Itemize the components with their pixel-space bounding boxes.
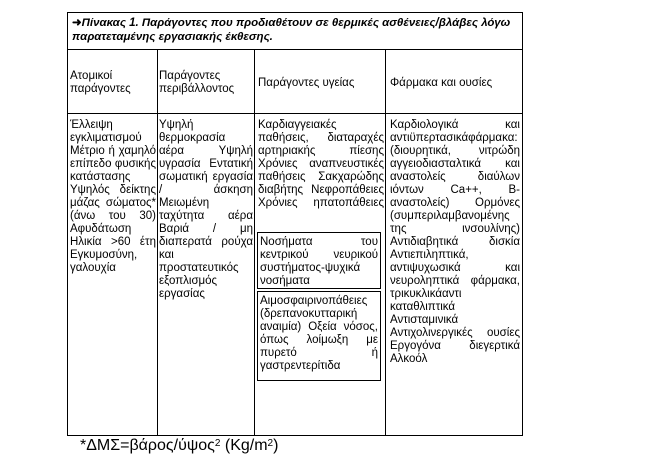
column-divider	[254, 50, 255, 435]
header-health-factors	[258, 53, 384, 113]
header-environment-factors	[159, 53, 253, 113]
header-label: Ατομικοί παράγοντες	[70, 70, 131, 95]
column-divider	[385, 50, 386, 435]
table-caption	[68, 13, 522, 50]
header-individual-factors	[70, 53, 156, 113]
arrow-icon: ➜	[72, 17, 82, 29]
header-label: Παράγοντες περιβάλλοντος	[159, 70, 235, 95]
cns-disorders-box	[257, 232, 381, 289]
environment-factors-cell: Υψηλή θερμοκρασία αέρα Υψηλή υγρασία Εντατική σωματική εργασία / άσκηση Μειωμένη ταχύτητα αέρα Βαριά / μη διαπερατά ρούχα και προστατευτικός εξοπλισμός εργασίας	[159, 119, 253, 300]
health-factors-cell: Καρδιαγγειακές παθήσεις, διαταραχές αρτηριακής πίεσης Χρόνιες αναπνευστικές παθήσεις Σακχαρώδης διαβήτης Νεφροπάθειες Χρόνιες ηπατοπάθειες	[258, 119, 384, 209]
individual-factors-cell: Έλλειψη εγκλιματισμού Μέτριο ή χαμηλό επίπεδο φυσικής κατάστασης Υψηλός δείκτης μάζας σώματος* (άνω του 30) Αφυδάτωση Ηλικία >60 έτη Εγκυμοσύνη, γαλουχία	[70, 119, 156, 274]
footnote-superscript: 2	[214, 438, 221, 449]
factors-table	[67, 12, 523, 436]
header-label: Παράγοντες υγείας	[258, 76, 355, 89]
hemoglobinopathies-box	[257, 291, 381, 381]
hemoglobinopathies-text: Αιμοσφαιρινοπάθειες (δρεπανοκυτταρική αναιμία) Οξεία νόσος, όπως λοίμωξη με πυρετό ή γαστρεντερίτιδα	[260, 295, 378, 372]
footnote-superscript: 2	[267, 438, 274, 449]
header-divider	[68, 113, 522, 114]
header-drugs-substances	[390, 53, 520, 113]
cns-disorders-text: Νοσήματα του κεντρικού νευρικού συστήματος-ψυχικά νοσήματα	[260, 236, 378, 287]
footnote-bmi	[80, 436, 278, 456]
drugs-substances-cell: Καρδιολογικά και αντιϋπερτασικάφάρμακα: (διουρητικά, νιτρώδη αγγειοδιασταλτικά και αναστολείς διαύλων ιόντων Ca++, Β-αναστολείς) Ορμόνες (συμπεριλαμβανομένης της ινσουλίνης) Αντιδιαβητικά δισκία Αντιεπιληπτικά, αντιψυχωσικά και νευροληπτικά φάρμακα, τρικυκλικάαντι καταθλιπτικά Αντισταμινικά Αντιχολινεργικές ουσίες Εργογόνα διεγερτικά Αλκοόλ	[390, 119, 520, 365]
footnote-unit: (Kg/m	[220, 437, 268, 454]
footnote-close: )	[273, 437, 279, 454]
caption-text: Πίνακας 1. Παράγοντες που προδιαθέτουν σε θερμικές ασθένειες/βλάβες λόγω παρατεταμένης εργασιακής έκθεσης.	[72, 17, 511, 43]
header-label: Φάρμακα και ουσίες	[390, 76, 493, 89]
footnote-text: *ΔΜΣ=βάρος/ύψος	[80, 437, 215, 454]
column-divider	[157, 50, 158, 435]
